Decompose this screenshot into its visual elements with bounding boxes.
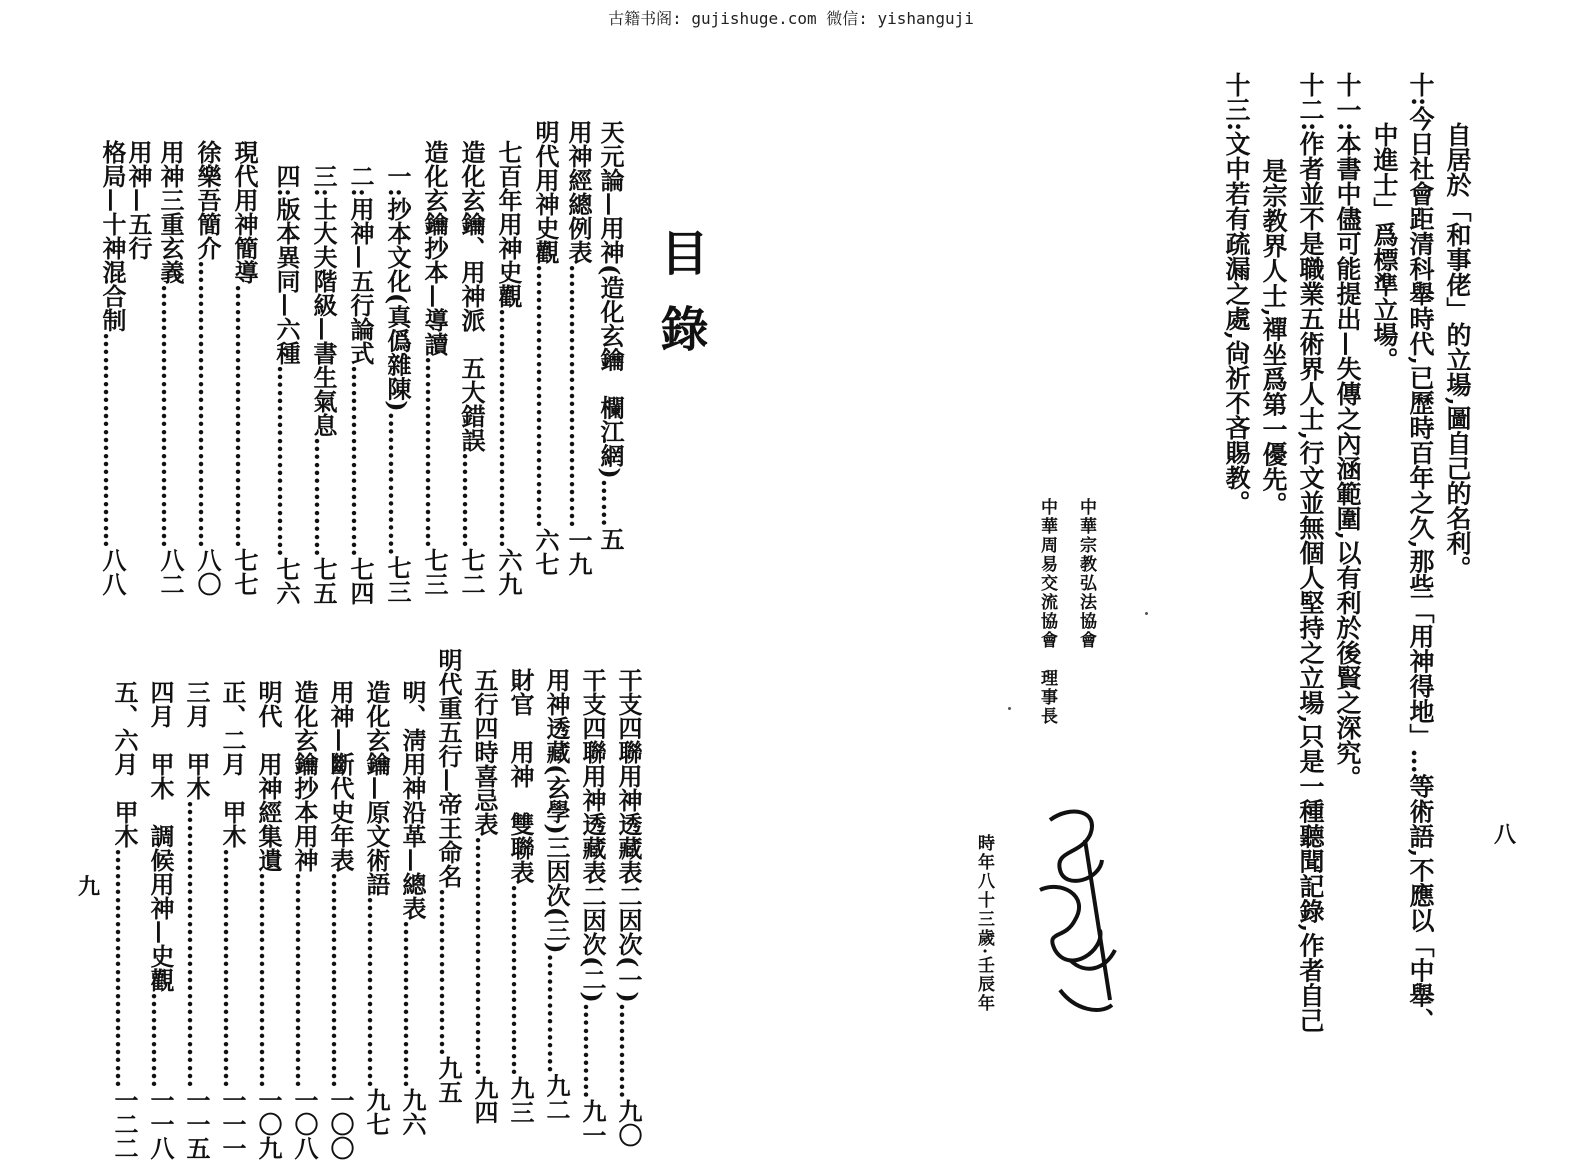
speck: [1145, 612, 1148, 615]
toc-entry: 干支四聯用神透藏表二因次(一)…………九〇: [614, 668, 643, 1147]
toc-entry: 造化玄鑰、用神派 五大錯誤…………七二: [457, 140, 486, 596]
toc-entry: 正、二月 甲木…………………………一一一: [218, 680, 247, 1160]
intro-line-5: 十二:作者並不是職業五術界人士,行文並無個人堅持之立場,只是一種聽聞記錄,作者自己: [1296, 72, 1325, 1033]
toc-entry: 四月 甲木 調候用神—史觀…………一一八: [146, 680, 175, 1160]
toc-entry: 明代重五行—帝王命名…………………九五: [434, 648, 463, 1104]
toc-entry: 四:版本異同—六種……………………七六: [272, 164, 301, 605]
toc-title: 目錄: [652, 228, 708, 380]
toc-entry: 用神—五行: [124, 140, 153, 260]
toc-entry: 徐樂吾簡介………………………………八〇: [193, 140, 222, 596]
toc-entry: 明代用神史觀……………………………六七: [531, 120, 560, 576]
toc-entry: 造化玄鑰—原文術語……………………九七: [362, 680, 391, 1136]
toc-entry: 造化玄鑰抄本用神………………………一〇八: [290, 680, 319, 1160]
intro-line-2: 十:今日社會距清科舉時代,已歷時百年之久,那些「用神得地」…等術語,不應以「中舉、: [1406, 72, 1435, 1033]
toc-entry: 明、淸用神沿革—總表…………………九六: [398, 680, 427, 1136]
toc-entry: 用神—斷代史年表………………………一〇〇: [326, 680, 355, 1160]
toc-entry: 天元論—用神(造化玄鑰 欄江網)……五: [596, 120, 625, 551]
toc-entry: 干支四聯用神透藏表二因次(二)…………九一: [578, 668, 607, 1147]
intro-line-7: 十三:文中若有疏漏之處,尙祈不吝賜教。: [1222, 72, 1251, 515]
toc-entry: 用神經總例表……………………………一九: [564, 120, 593, 576]
intro-line-1: 自居於「和事佬」的立場,圖自己的名利。: [1443, 122, 1472, 581]
toc-entry: 格局—十神混合制………………………八八: [98, 140, 127, 596]
toc-entry: 造化玄鑰抄本—導讀……………………七三: [420, 140, 449, 596]
toc-entry: 現代用神簡導……………………………七七: [230, 140, 259, 596]
intro-line-4: 十一:本書中儘可能提出—失傳之內涵範圍,以有利於後賢之深究。: [1333, 72, 1362, 790]
toc-entry: 用神透藏(玄學)三因次(三)……………九二: [542, 668, 571, 1122]
toc-entry: 五行四時喜忌表…………………………九四: [470, 668, 499, 1124]
toc-entry: 七百年用神史觀…………………………六九: [494, 140, 523, 596]
intro-line-6: 是宗教界人士,禪坐爲第一優先。: [1259, 158, 1288, 517]
toc-entry: 財官 用神 雙聯表……………………九三: [506, 668, 535, 1124]
toc-entry: 三月 甲木………………………………一一五: [182, 680, 211, 1160]
signature-date: 時年八十三歲·壬辰年: [974, 834, 994, 1013]
page-number-right: 八: [1494, 822, 1517, 848]
toc-entry: 一:抄本文化(真僞雜陳)………………七三: [383, 164, 412, 604]
signature-org-1: 中華宗教弘法協會: [1076, 498, 1096, 650]
intro-line-3: 中進士」爲標準立場。: [1370, 122, 1399, 372]
page-number-left: 九: [78, 874, 101, 900]
toc-entry: 明代 用神經集遺………………………一〇九: [254, 680, 283, 1160]
watermark: 古籍书阁: gujishuge.com 微信: yishanguji: [608, 9, 974, 28]
speck: [1008, 707, 1011, 710]
handwritten-signature: [1030, 800, 1120, 1030]
toc-entry: 五、六月 甲木…………………………一二二: [110, 680, 139, 1160]
signature-org-2: 中華周易交流協會 理事長: [1037, 498, 1057, 726]
toc-entry: 二:用神—五行論式……………………七四: [346, 164, 375, 605]
toc-entry: 用神三重玄義……………………………八二: [156, 140, 185, 596]
toc-entry: 三:士大夫階級—書生氣息……………七五: [309, 164, 338, 605]
